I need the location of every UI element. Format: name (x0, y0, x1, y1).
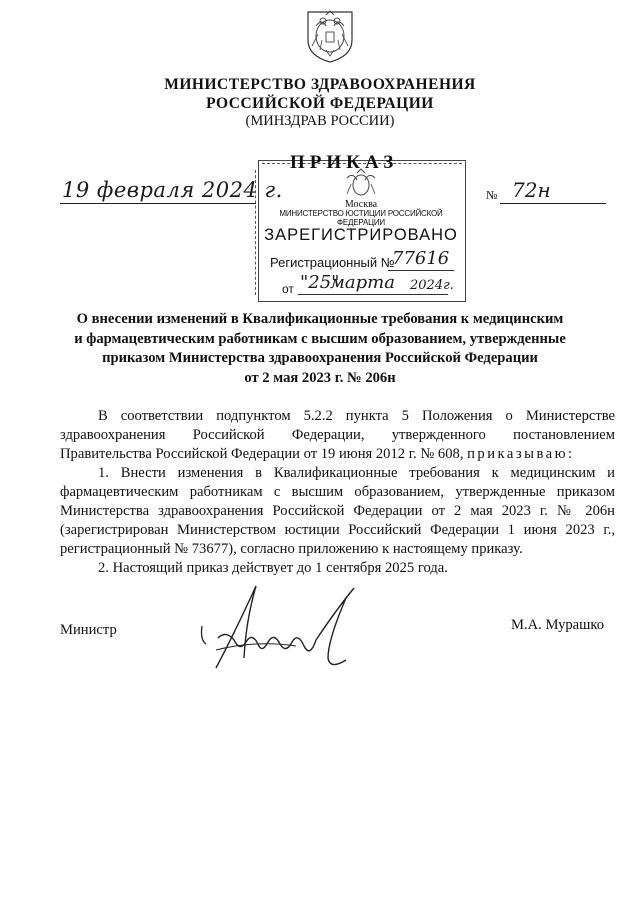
title-line: приказом Министерства здравоохранения Российской Федерации (102, 350, 538, 366)
handwritten-signature (196, 580, 366, 680)
body-paragraph-item-1: 1. Внести изменения в Квалификационные требования к медицинским и фармацевтическим работникам с высшим образованием, утвержденные приказом Министерства здравоохранения Российской Федерации от 2 мая 2023 г. № 206н (зарегистрирован Министерством юстиции Российский Федерации 1 июня 2023 г., регистрационный № 73677), согласно приложению к настоящему приказу. (60, 465, 615, 557)
title-line: от 2 мая 2023 г. № 206н (244, 369, 396, 386)
ministry-short-name: (МИНЗДРАВ РОССИИ) (245, 113, 395, 129)
signatory-position: Министр (60, 622, 117, 638)
order-title: ПРИКАЗ (290, 152, 399, 173)
order-number-underline (500, 203, 606, 204)
stamp-city: Москва (344, 199, 378, 210)
stamp-year: 2024г. (410, 278, 454, 293)
title-line: и фармацевтическим работникам с высшим образованием, утвержденные (74, 330, 566, 347)
signatory-name: М.А. Мурашко (511, 617, 605, 633)
stamp-reg-underline (388, 270, 454, 271)
preamble-text: В соответствии подпунктом 5.2.2 пункта 5 Положения о Министерстве здравоохранения Российской Федерации, утвержденного постановлением Правительства Российской Федерации от 19 июня 2012 г. № 608, (60, 408, 615, 462)
ministry-name-line2: РОССИЙСКОЙ ФЕДЕРАЦИИ (206, 95, 434, 112)
order-date: 19 февраля 2024 г. (62, 178, 283, 202)
stamp-day: "25" (300, 272, 340, 293)
stamp-date-underline (298, 294, 448, 295)
order-date-underline (60, 203, 256, 204)
order-number-label: № (486, 188, 498, 202)
order-number: 72н (512, 178, 551, 202)
stamp-ministry: МИНИСТЕРСТВО ЮСТИЦИИ РОССИЙСКОЙ ФЕДЕРАЦИИ (279, 209, 443, 227)
stamp-from-label: от (282, 282, 294, 296)
document-body (60, 407, 615, 578)
stamp-month: марта (330, 272, 395, 293)
stamp-registered: ЗАРЕГИСТРИРОВАНО (264, 226, 458, 244)
order-verb: приказываю: (467, 446, 575, 462)
coat-of-arms-icon (300, 6, 360, 64)
document-title (60, 310, 580, 388)
title-line: О внесении изменений в Квалификационные требования к медицинским (76, 311, 564, 327)
stamp-reg-label: Регистрационный № (270, 255, 395, 270)
ministry-name-line1: МИНИСТЕРСТВО ЗДРАВООХРАНЕНИЯ (164, 76, 476, 93)
body-paragraph-item-2: 2. Настоящий приказ действует до 1 сентября 2025 года. (98, 560, 448, 576)
body-paragraph-preamble (60, 407, 615, 464)
stamp-reg-number: 77616 (392, 248, 450, 269)
